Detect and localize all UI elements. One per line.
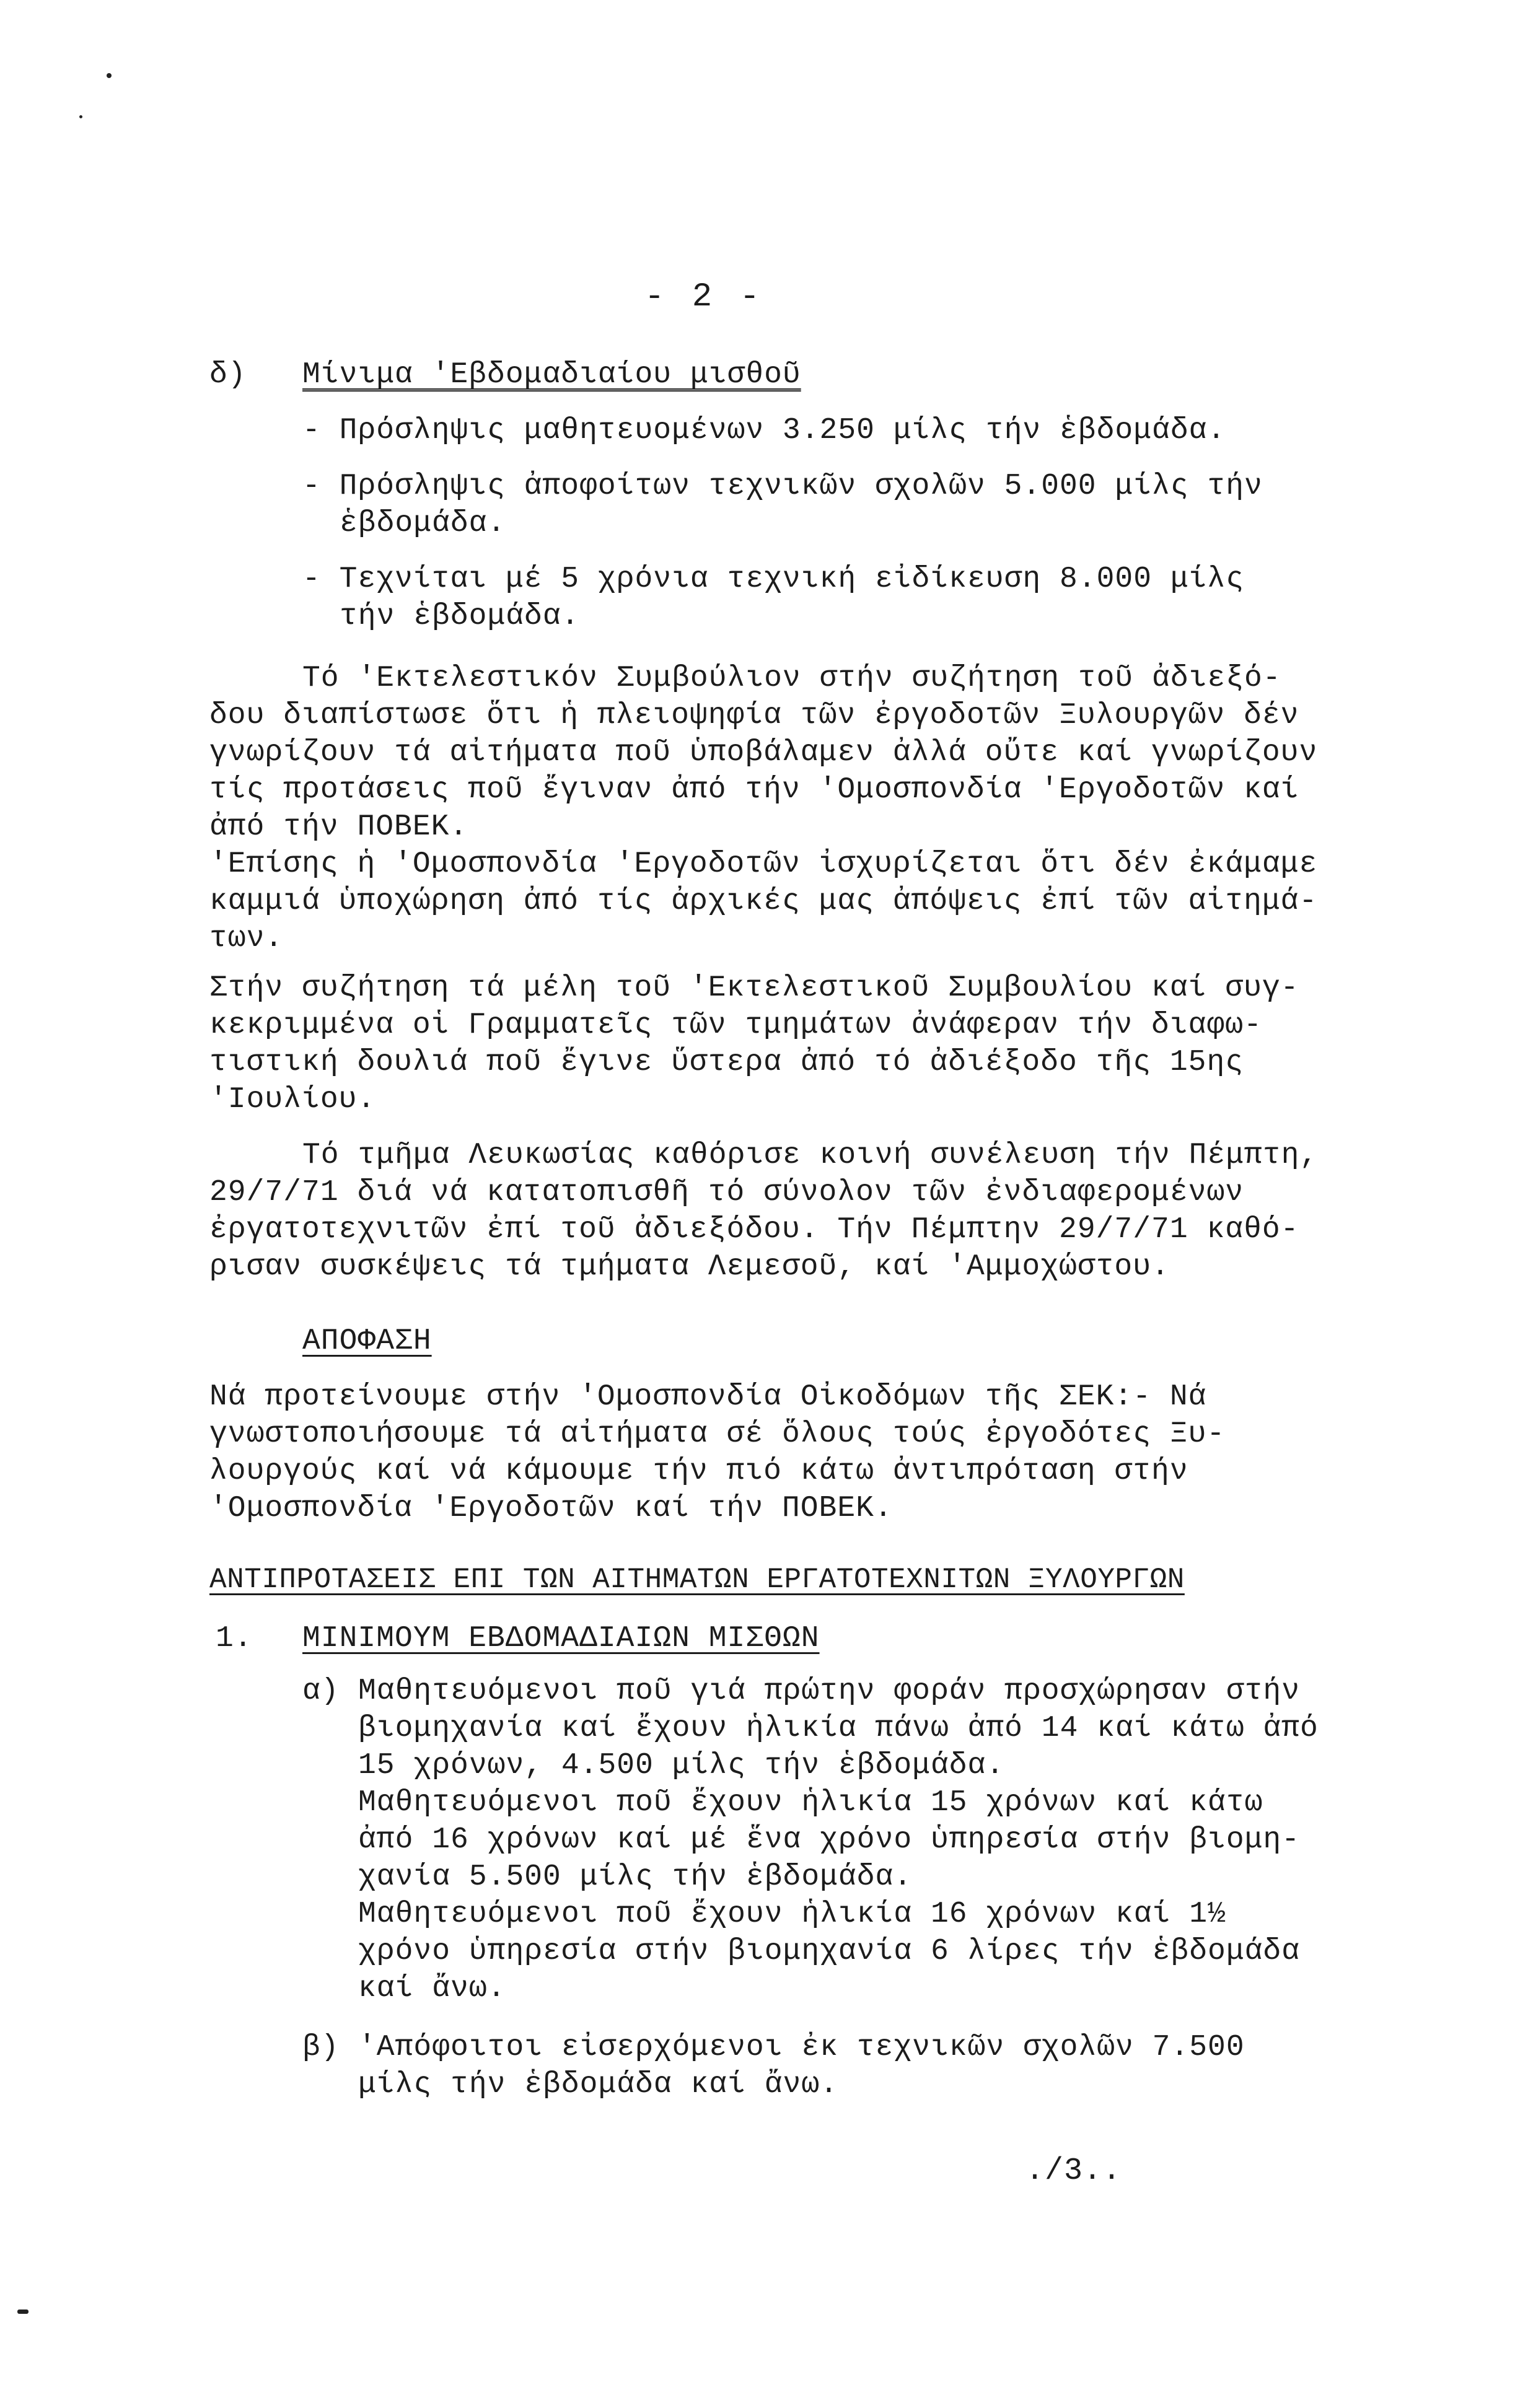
paragraph-line: ρισαν συσκέψεις τά τμήματα Λεμεσοῦ, καί 'Αμμοχώστου.: [209, 1250, 1170, 1284]
decision-line: 'Ομοσπονδία 'Εργοδοτῶν καί τήν ΠΟΒΕΚ.: [209, 1492, 893, 1525]
sub-item-line: 15 χρόνων, 4.500 μίλς τήν ἑβδομάδα.: [358, 1749, 1005, 1782]
scan-speck: [107, 73, 112, 78]
paragraph-line: ἐργατοτεχνιτῶν ἐπί τοῦ ἀδιεξόδου. Τήν Πέμπτην 29/7/71 καθό-: [209, 1213, 1299, 1246]
decision-line: γνωστοποιήσουμε τά αἰτήματα σέ ὅλους τούς ἐργοδότες Ξυ-: [209, 1417, 1226, 1451]
item-title: ΜΙΝΙΜΟΥΜ ΕΒΔΟΜΑΔΙΑΙΩΝ ΜΙΣΘΩΝ: [302, 1622, 820, 1655]
counter-heading: ΑΝΤΙΠΡΟΤΑΣΕΙΣ ΕΠΙ ΤΩΝ ΑΙΤΗΜΑΤΩΝ ΕΡΓΑΤΟΤΕΧΝΙΤΩΝ ΞΥΛΟΥΡΓΩΝ: [209, 1564, 1185, 1596]
paragraph-line: των.: [209, 922, 284, 955]
list-item-continued: ἑβδομάδα.: [340, 507, 506, 540]
scan-speck: [79, 115, 82, 118]
list-item-continued: τήν ἑβδομάδα.: [340, 600, 580, 633]
sub-item-line: Μαθητευόμενοι ποῦ ἔχουν ἡλικία 15 χρόνων καί κάτω: [358, 1786, 1263, 1819]
sub-item-line: βιομηχανία καί ἔχουν ἡλικία πάνω ἀπό 14 καί κάτω ἀπό: [358, 1712, 1319, 1745]
sub-item-line: Μαθητευόμενοι ποῦ γιά πρώτην φοράν προσχώρησαν στήν: [358, 1675, 1301, 1708]
decision-line: Νά προτείνουμε στήν 'Ομοσπονδία Οἰκοδόμων τῆς ΣΕΚ:- Νά: [209, 1380, 1207, 1414]
scan-speck: [17, 2309, 29, 2314]
decision-line: λουργούς καί νά κάμουμε τήν πιό κάτω ἀντιπρόταση στήν: [209, 1455, 1188, 1488]
sub-item-line: 'Απόφοιτοι εἰσερχόμενοι ἐκ τεχνικῶν σχολῶν 7.500: [358, 2031, 1245, 2064]
list-item: - Πρόσληψις ἀποφοίτων τεχνικῶν σχολῶν 5.000 μίλς τήν: [302, 470, 1263, 503]
paragraph-line: τιστική δουλιά ποῦ ἔγινε ὕστερα ἀπό τό ἀδιέξοδο τῆς 15ης: [209, 1046, 1244, 1079]
sub-item-line: χανία 5.500 μίλς τήν ἑβδομάδα.: [358, 1860, 913, 1894]
page-number: - 2 -: [644, 278, 764, 316]
paragraph-line: Στήν συζήτηση τά μέλη τοῦ 'Εκτελεστικοῦ Συμβουλίου καί συγ-: [209, 971, 1299, 1005]
paragraph-line: κεκριμμένα οἱ Γραμματεῖς τῶν τμημάτων ἀνάφεραν τήν διαφω-: [209, 1009, 1262, 1042]
paragraph-line: 'Επίσης ἡ 'Ομοσπονδία 'Εργοδοτῶν ἰσχυρίζεται ὅτι δέν ἐκάμαμε: [209, 847, 1318, 881]
paragraph-line: ἀπό τήν ΠΟΒΕΚ.: [209, 810, 468, 844]
continuation-mark: ./3..: [1025, 2153, 1122, 2189]
decision-heading: ΑΠΟΦΑΣΗ: [302, 1324, 432, 1358]
list-item: - Πρόσληψις μαθητευομένων 3.250 μίλς τήν ἑβδομάδα.: [302, 414, 1226, 447]
sub-item-line: μίλς τήν ἑβδομάδα καί ἄνω.: [358, 2068, 838, 2101]
list-item: - Τεχνίται μέ 5 χρόνια τεχνική εἰδίκευση 8.000 μίλς: [302, 563, 1245, 596]
section-title: Μίνιμα 'Εβδομαδιαίου μισθοῦ: [302, 358, 801, 392]
paragraph-line: 29/7/71 διά νά κατατοπισθῆ τό σύνολον τῶν ἐνδιαφερομένων: [209, 1176, 1244, 1209]
paragraph-line: τίς προτάσεις ποῦ ἔγιναν ἀπό τήν 'Ομοσπονδία 'Εργοδοτῶν καί: [209, 773, 1299, 807]
paragraph-line: Τό τμῆμα Λευκωσίας καθόρισε κοινή συνέλευση τήν Πέμπτη,: [302, 1139, 1319, 1172]
section-marker: δ): [209, 358, 247, 392]
sub-item-line: καί ἄνω.: [358, 1972, 506, 2005]
sub-item-line: χρόνο ὑπηρεσία στήν βιομηχανία 6 λίρες τήν ἑβδομάδα: [358, 1935, 1301, 1968]
paragraph-line: γνωρίζουν τά αἰτήματα ποῦ ὑποβάλαμεν ἀλλά οὔτε καί γνωρίζουν: [209, 736, 1318, 769]
sub-item-marker: β): [302, 2031, 340, 2064]
paragraph-line: δου διαπίστωσε ὅτι ἡ πλειοψηφία τῶν ἐργοδοτῶν Ξυλουργῶν δέν: [209, 699, 1299, 732]
sub-item-line: Μαθητευόμενοι ποῦ ἔχουν ἡλικία 16 χρόνων καί 1½: [358, 1898, 1226, 1931]
item-number: 1.: [216, 1622, 253, 1655]
sub-item-marker: α): [302, 1675, 340, 1708]
paragraph-line: 'Ιουλίου.: [209, 1083, 376, 1116]
paragraph-line: Τό 'Εκτελεστικόν Συμβούλιον στήν συζήτηση τοῦ ἀδιεξό-: [302, 662, 1281, 695]
paragraph-line: καμμιά ὑποχώρηση ἀπό τίς ἀρχικές μας ἀπόψεις ἐπί τῶν αἰτημά-: [209, 885, 1318, 918]
sub-item-line: ἀπό 16 χρόνων καί μέ ἕνα χρόνο ὑπηρεσία στήν βιομη-: [358, 1823, 1301, 1857]
